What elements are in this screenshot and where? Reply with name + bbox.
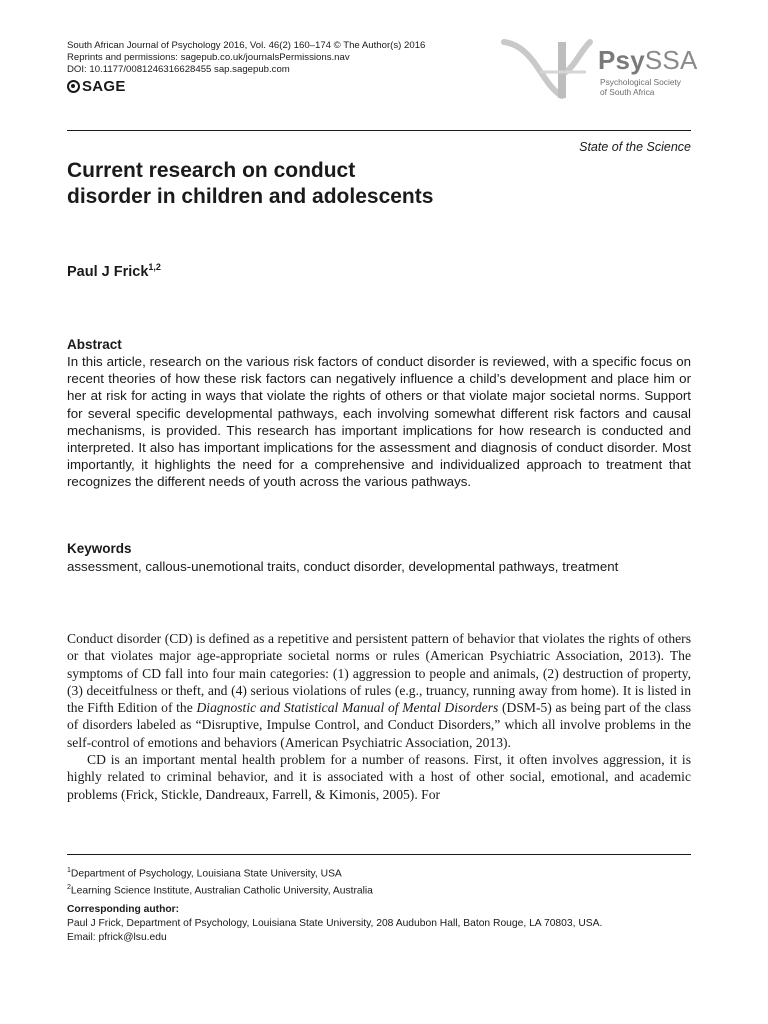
corresponding-author-email[interactable]: Email: pfrick@lsu.edu: [67, 932, 167, 943]
body-paragraph-1: Conduct disorder (CD) is defined as a repetitive and persistent pattern of behavior that violates the rights of others or that violates major age-appropriate societal norms or rules (American Psychiatric Association, 2013). The symptoms of CD fall into four main categories: (1) aggression to people and animals, (2) destruction of property, (3) deceitfulness or theft, and (4) serious violations of rules (e.g., truancy, running away from home). It is listed in the Fifth Edition of the Diagnostic and Statistical Manual of Mental Disorders (DSM-5) as being part of the class of disorders labeled as “Disruptive, Impulse Control, and Conduct Disorders,” which all involve problems in the self-control of emotions and behaviors (American Psychiatric Association, 2013).: [67, 631, 691, 750]
body-paragraph-2: CD is an important mental health problem for a number of reasons. First, it often involves aggression, it is highly related to criminal behavior, and it is associated with a host of other social, emotional, and academic problems (Frick, Stickle, Dandreaux, Farrell, & Kimonis, 2005). For: [67, 752, 691, 802]
affiliations: [67, 864, 373, 899]
corresponding-author-address: Paul J Frick, Department of Psychology, Louisiana State University, 208 Audubon Hall, Baton Rouge, LA 70803, USA.: [67, 918, 603, 929]
society-logo-wordmark: PsySSA: [598, 45, 698, 75]
doi-line: DOI: 10.1177/0081246316628455 sap.sagepub.com: [67, 63, 290, 75]
journal-metadata: [67, 40, 425, 75]
abstract-heading: Abstract: [67, 337, 122, 352]
header-divider: [67, 130, 691, 131]
society-name: Psychological Society of South Africa: [600, 77, 681, 97]
corresponding-author-heading: Corresponding author:: [67, 904, 180, 915]
footnote-divider: [67, 854, 691, 855]
journal-citation: South African Journal of Psychology 2016, Vol. 46(2) 160–174 © The Author(s) 2016: [67, 40, 426, 51]
keywords-heading: Keywords: [67, 541, 132, 556]
author-line: [67, 262, 161, 280]
author-affiliation-marks: 1,2: [148, 262, 161, 272]
author-name: Paul J Frick: [67, 263, 149, 280]
affiliation-2: $^2$Learning Science Institute, Australian Catholic University, Australia: [67, 884, 373, 897]
affiliation-1: $^1$Department of Psychology, Louisiana State University, USA: [67, 867, 342, 880]
article-title: Current research on conduct disorder in children and adolescents: [67, 159, 434, 208]
sage-logo: [67, 78, 126, 95]
corresponding-author: [67, 903, 602, 945]
abstract-text: In this article, research on the various risk factors of conduct disorder is reviewed, with a specific focus on recent theories of how these risk factors can negatively influence a child’s development and place him or her at risk for acting in ways that violate the rights of others or that violate major societal norms. Support for several specific developmental pathways, each involving somewhat different risk factors and causal mechanisms, is provided. This research has important implications for how research is conducted and interpreted. It also has important implications for the assessment and diagnosis of conduct disorder. Most importantly, it highlights the need for a comprehensive and individualized approach to treatment that recognizes the different needs of youth across the various pathways.: [67, 354, 691, 490]
sage-ring-icon: [67, 80, 80, 93]
dsm-title: Diagnostic and Statistical Manual of Mental Disorders: [196, 700, 499, 716]
body-text: [67, 630, 691, 803]
keywords-text: assessment, callous-unemotional traits, conduct disorder, developmental pathways, treatment: [67, 559, 619, 574]
reprints-line: Reprints and permissions: sagepub.co.uk/journalsPermissions.nav: [67, 51, 350, 63]
publisher-name: SAGE: [82, 78, 126, 95]
section-label: State of the Science: [579, 140, 691, 154]
